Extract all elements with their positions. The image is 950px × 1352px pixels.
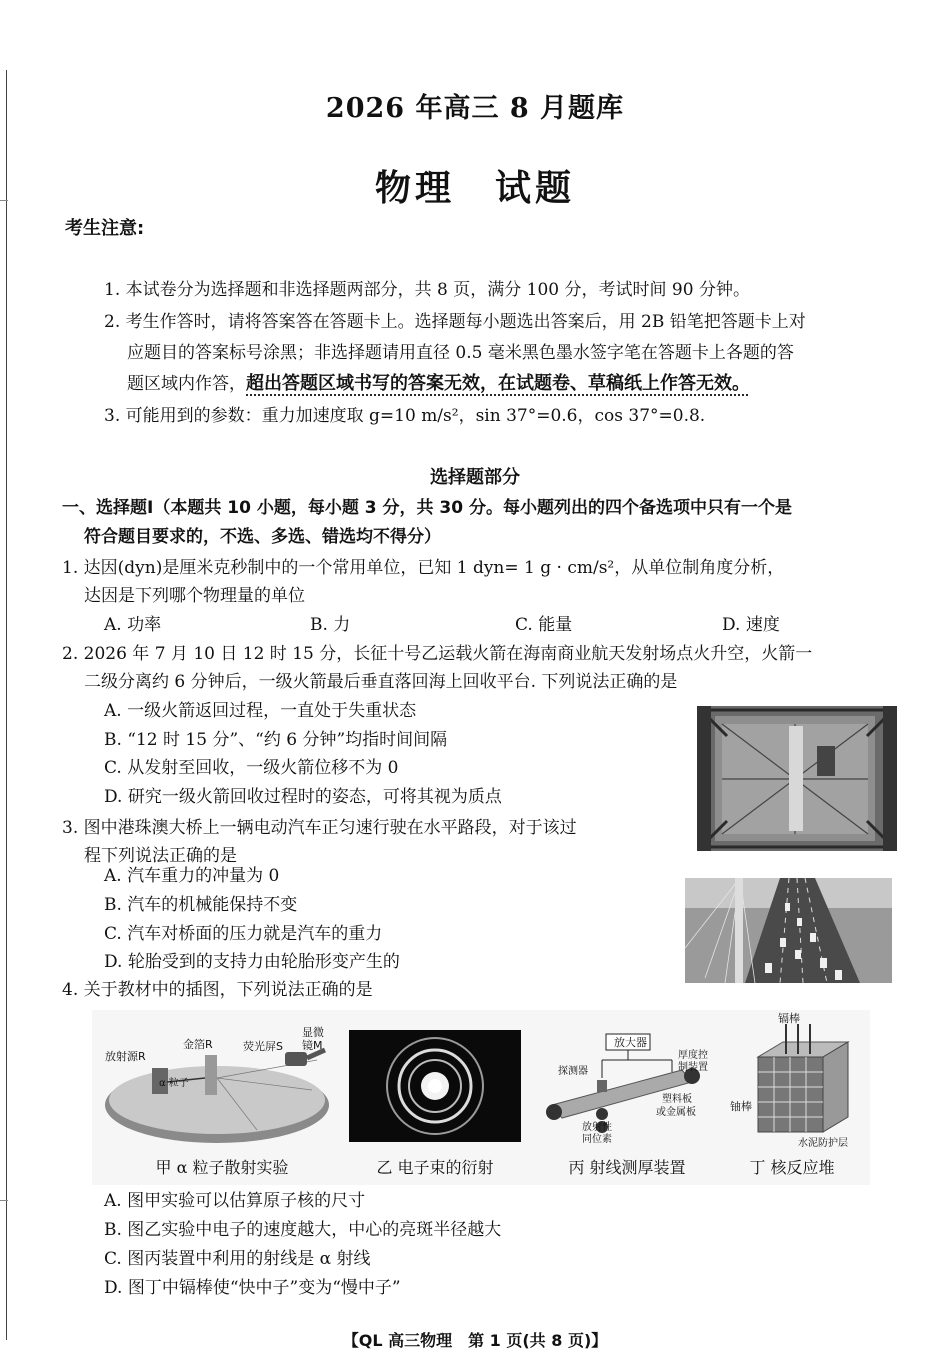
q3-stem-line-1: 3. 图中港珠澳大桥上一辆电动汽车正匀速行驶在水平路段，对于该过 [62, 818, 577, 838]
fig-d-caption: 丁 核反应堆 [749, 1158, 835, 1177]
margin-tick [0, 1200, 8, 1201]
label-gold-foil: 金箔R [183, 1038, 213, 1051]
rocket-recovery-photo [697, 706, 897, 851]
notice-emphasis: 超出答题区域书写的答案无效，在试题卷、草稿纸上作答无效。 [246, 373, 750, 394]
q4-option-c: C. 图丙装置中利用的射线是 α 射线 [104, 1249, 371, 1269]
alpha-scattering-figure [97, 1020, 337, 1150]
fig-a-caption: 甲 α 粒子散射实验 [155, 1158, 289, 1177]
q1-stem-line-2: 达因是下列哪个物理量的单位 [84, 586, 305, 606]
notice-item-2-line-3 [127, 373, 750, 395]
q2-stem-line-1: 2. 2026 年 7 月 10 日 12 时 15 分，长征十号乙运载火箭在海南商业航天发射场点火升空，火箭一 [62, 644, 813, 664]
q4-stem: 4. 关于教材中的插图，下列说法正确的是 [62, 980, 373, 1000]
q1-option-a: A. 功率 [104, 615, 162, 635]
label-concrete-shield: 水泥防护层 [798, 1138, 848, 1149]
notice-item-1: 1. 本试卷分为选择题和非选择题两部分，共 8 页，满分 100 分，考试时间 90 分钟。 [104, 280, 750, 300]
label-cadmium-rod: 镉棒 [778, 1012, 800, 1025]
label-alpha-particle: α 粒子 [159, 1078, 189, 1089]
q4-option-b: B. 图乙实验中电子的速度越大，中心的亮斑半径越大 [104, 1220, 502, 1240]
label-metal-plate: 或金属板 [656, 1107, 696, 1118]
label-uranium-rod: 铀棒 [730, 1100, 752, 1113]
exam-title: 2026 年高三 8 月题库 [325, 93, 625, 124]
q2-option-d: D. 研究一级火箭回收过程时的姿态，可将其视为质点 [104, 787, 502, 807]
page-footer: 【QL 高三物理 第 1 页(共 8 页)】 [342, 1331, 608, 1350]
q3-option-c: C. 汽车对桥面的压力就是汽车的重力 [104, 924, 383, 944]
q4-option-a: A. 图甲实验可以估算原子核的尺寸 [104, 1191, 366, 1211]
q2-option-b: B. “12 时 15 分”、“约 6 分钟”均指时间间隔 [104, 730, 448, 750]
q2-option-a: A. 一级火箭返回过程，一直处于失重状态 [104, 701, 417, 721]
label-screen-s: 荧光屏S [243, 1040, 283, 1053]
binding-line [6, 70, 7, 1340]
label-radioactive: 放射性 [582, 1122, 612, 1133]
part1-instructions-line-1: 一、选择题Ⅰ（本题共 10 小题，每小题 3 分，共 30 分。每小题列出的四个备选项中只有一个是 [62, 498, 792, 518]
q3-option-d: D. 轮胎受到的支持力由轮胎形变产生的 [104, 952, 400, 972]
q1-option-c: C. 能量 [515, 615, 573, 635]
label-detector: 探测器 [558, 1066, 588, 1077]
label-plastic-plate: 塑料板 [662, 1094, 692, 1105]
fig-c-caption: 丙 射线测厚装置 [568, 1158, 686, 1177]
q1-stem-line-1: 1. 达因(dyn)是厘米克秒制中的一个常用单位，已知 1 dyn= 1 g · cm/s²，从单位制角度分析， [62, 558, 785, 578]
label-thickness-control: 厚度控 [678, 1050, 708, 1061]
notice-item-3: 3. 可能用到的参数：重力加速度取 g=10 m/s²，sin 37°=0.6，cos 37°=0.8. [104, 406, 706, 426]
electron-diffraction-figure [349, 1030, 521, 1142]
section-title: 选择题部分 [430, 467, 520, 488]
label-microscope-m: 镜M [302, 1039, 323, 1052]
label-control-device: 制装置 [678, 1062, 708, 1073]
q1-option-b: B. 力 [310, 615, 351, 635]
label-microscope: 显微 [302, 1026, 324, 1039]
bridge-photo [685, 878, 892, 983]
q3-option-b: B. 汽车的机械能保持不变 [104, 895, 298, 915]
label-source-r: 放射源R [105, 1050, 146, 1063]
subject-title: 物理 试题 [374, 167, 575, 209]
q2-stem-line-2: 二级分离约 6 分钟后，一级火箭最后垂直落回海上回收平台. 下列说法正确的是 [84, 672, 678, 692]
notice-heading: 考生注意: [65, 218, 145, 239]
part1-instructions-line-2: 符合题目要求的，不选、多选、错选均不得分） [84, 527, 441, 547]
q1-option-d: D. 速度 [722, 615, 780, 635]
notice-item-2-line-3-text: 题区域内作答， [127, 374, 246, 394]
q3-stem-line-2: 程下列说法正确的是 [84, 846, 237, 866]
q3-option-a: A. 汽车重力的冲量为 0 [104, 866, 280, 886]
fig-b-caption: 乙 电子束的衍射 [376, 1158, 494, 1177]
q2-option-c: C. 从发射至回收，一级火箭位移不为 0 [104, 758, 399, 778]
thickness-gauge-figure [532, 1030, 717, 1150]
label-amplifier: 放大器 [614, 1036, 647, 1049]
notice-item-2-line-2: 应题目的答案标号涂黑；非选择题请用直径 0.5 毫米黑色墨水签字笔在答题卡上各题的答 [127, 343, 794, 363]
q4-figure-panel [92, 1010, 870, 1185]
nuclear-reactor-figure [728, 1012, 868, 1152]
q4-option-d: D. 图丁中镉棒使“快中子”变为“慢中子” [104, 1278, 401, 1298]
notice-item-2-line-1: 2. 考生作答时，请将答案答在答题卡上。选择题每小题选出答案后，用 2B 铅笔把答题卡上对 [104, 312, 806, 332]
label-isotope: 同位素 [582, 1134, 612, 1145]
